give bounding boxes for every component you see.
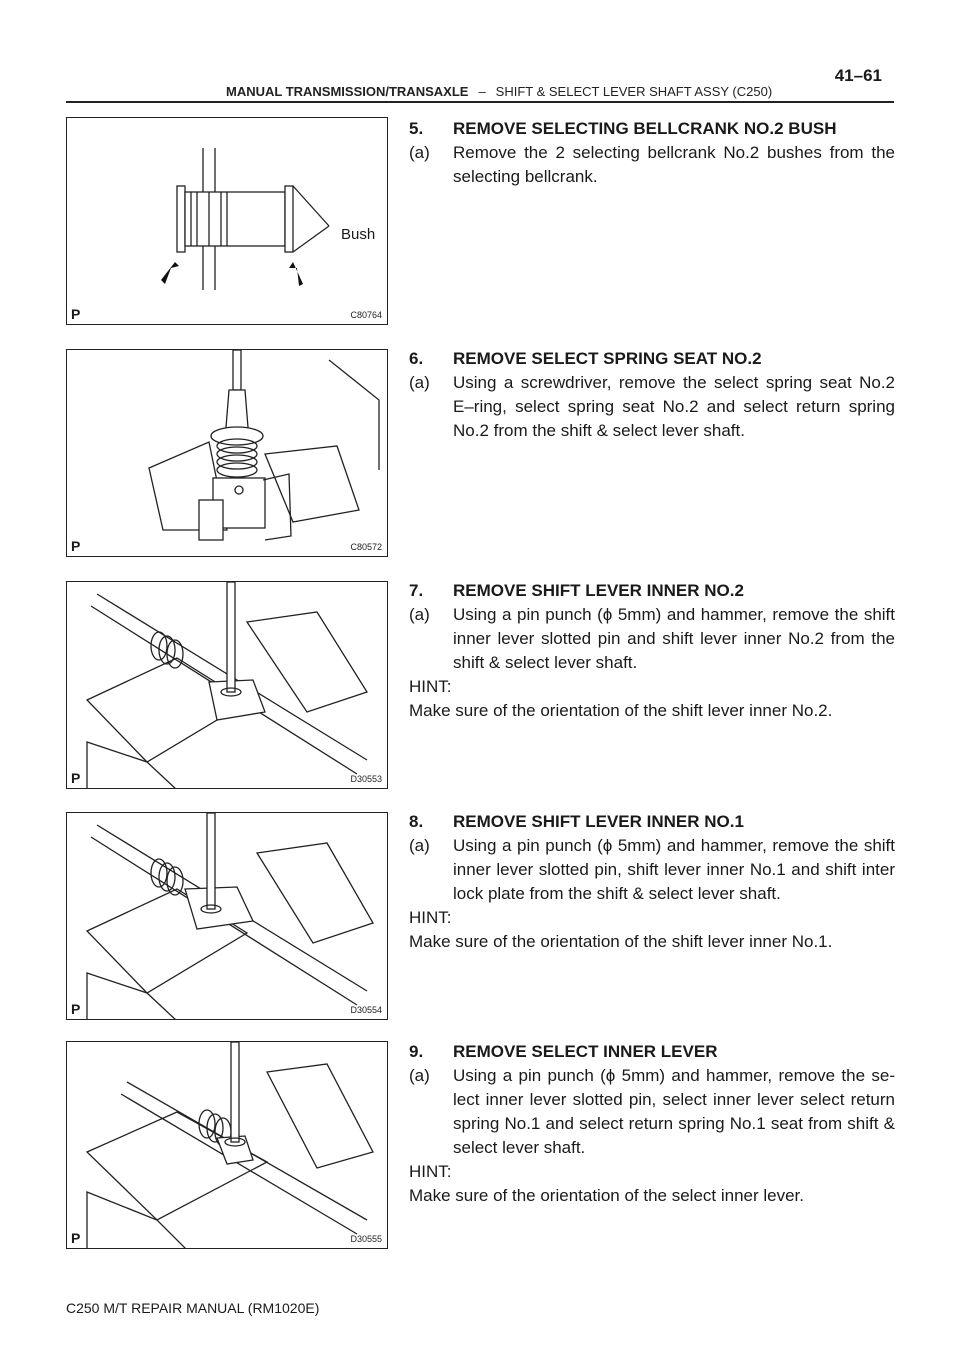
step-8 (409, 810, 895, 954)
item-letter: (a) (409, 836, 430, 855)
step-heading: REMOVE SELECT SPRING SEAT NO.2 (453, 349, 762, 368)
step-number: 8. (409, 812, 424, 831)
figure-code: D30554 (350, 1005, 382, 1015)
page-header (66, 60, 894, 100)
footer-manual-id: C250 M/T REPAIR MANUAL (RM1020E) (66, 1300, 320, 1316)
select-inner-lever-illustration (67, 1042, 388, 1249)
figure-shift-lever-inner-1 (66, 812, 388, 1020)
shift-lever-inner-2-illustration (67, 582, 388, 789)
figure-corner-mark: P (71, 538, 81, 554)
step-item (409, 834, 895, 906)
step-number: 7. (409, 581, 424, 600)
hint-text: Make sure of the orientation of the shift lever inner No.1. (409, 932, 833, 951)
spring-seat-illustration (67, 350, 388, 557)
step-title (409, 579, 895, 603)
step-number: 9. (409, 1042, 424, 1061)
section-title (226, 84, 772, 99)
step-heading: REMOVE SHIFT LEVER INNER NO.2 (453, 581, 744, 600)
figure-shift-lever-inner-2 (66, 581, 388, 789)
figure-corner-mark: P (71, 1230, 81, 1246)
item-letter: (a) (409, 373, 430, 392)
item-text: Using a pin punch (ϕ 5mm) and hammer, remove the se- lect inner lever slotted pin, select inner lever select return spring No.1 and select return spring No.1 seat from shift & select lever shaft. (453, 1066, 895, 1157)
step-number: 5. (409, 119, 424, 138)
figure-select-inner-lever (66, 1041, 388, 1249)
step-heading: REMOVE SELECT INNER LEVER (453, 1042, 718, 1061)
item-text: Using a pin punch (ϕ 5mm) and hammer, remove the shift inner lever slotted pin, shift lever inner No.1 and shift inter lock plate from the shift & select lever shaft. (453, 836, 895, 903)
item-text: Remove the 2 selecting bellcrank No.2 bushes from the selecting bellcrank. (453, 143, 895, 186)
figure-code: D30555 (350, 1234, 382, 1244)
step-6 (409, 347, 895, 443)
figure-code: D30553 (350, 774, 382, 784)
figure-corner-mark: P (71, 770, 81, 786)
step-title (409, 810, 895, 834)
figure-bush (66, 117, 388, 325)
step-heading: REMOVE SELECTING BELLCRANK NO.2 BUSH (453, 119, 837, 138)
item-text: Using a screwdriver, remove the select spring seat No.2 E–ring, select spring seat No.2 and select return spring No.2 from the shift & select lever shaft. (453, 373, 895, 440)
section-main-title: MANUAL TRANSMISSION/TRANSAXLE (226, 84, 469, 99)
page-number: 41–61 (834, 66, 882, 85)
step-title (409, 347, 895, 371)
figure-code: C80764 (350, 310, 382, 320)
step-title (409, 1040, 895, 1064)
item-letter: (a) (409, 605, 430, 624)
hint-text: Make sure of the orientation of the shift lever inner No.2. (409, 701, 833, 720)
step-7 (409, 579, 895, 723)
step-item (409, 603, 895, 675)
item-text: Using a pin punch (ϕ 5mm) and hammer, remove the shift inner lever slotted pin and shift lever inner No.2 from the shift & select lever shaft. (453, 605, 895, 672)
figure-code: C80572 (350, 542, 382, 552)
hint-label: HINT: (409, 677, 452, 696)
hint-text: Make sure of the orientation of the select inner lever. (409, 1186, 805, 1205)
section-subtitle: SHIFT & SELECT LEVER SHAFT ASSY (C250) (495, 84, 773, 99)
step-5 (409, 117, 895, 189)
item-letter: (a) (409, 143, 430, 162)
figure-corner-mark: P (71, 306, 81, 322)
hint-label: HINT: (409, 908, 452, 927)
step-item (409, 1064, 895, 1160)
shift-lever-inner-1-illustration (67, 813, 388, 1020)
item-letter: (a) (409, 1066, 430, 1085)
step-item (409, 141, 895, 189)
figure-corner-mark: P (71, 1001, 81, 1017)
step-9 (409, 1040, 895, 1208)
hint-label: HINT: (409, 1162, 452, 1181)
section-separator: – (478, 84, 486, 99)
step-number: 6. (409, 349, 424, 368)
figure-spring-seat (66, 349, 388, 557)
bush-label: Bush (341, 226, 376, 243)
step-item (409, 371, 895, 443)
step-title (409, 117, 895, 141)
header-rule (66, 101, 894, 103)
step-heading: REMOVE SHIFT LEVER INNER NO.1 (453, 812, 744, 831)
bush-illustration (67, 118, 388, 325)
